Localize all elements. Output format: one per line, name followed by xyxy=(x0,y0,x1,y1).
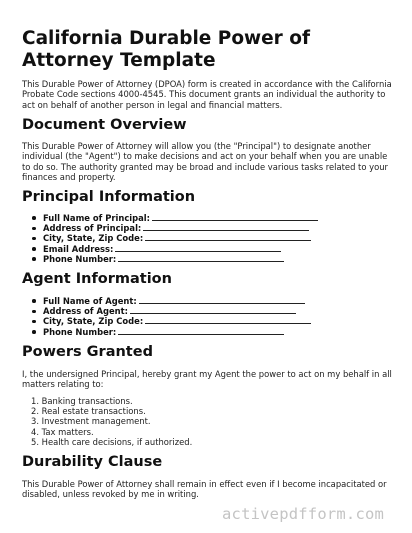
fill-in-line[interactable] xyxy=(118,254,284,262)
fill-in-line[interactable] xyxy=(145,233,311,241)
agent-city-field[interactable] xyxy=(22,316,402,326)
principal-heading: Principal Information xyxy=(22,189,196,205)
field-label: Email Address: xyxy=(43,243,114,254)
agent-phone-field[interactable] xyxy=(22,327,402,337)
fill-in-line[interactable] xyxy=(143,223,309,231)
field-label: Address of Principal: xyxy=(43,223,142,234)
list-item: 5. Health care decisions, if authorized. xyxy=(31,436,193,447)
list-item: 4. Tax matters. xyxy=(31,426,94,437)
principal-city-field[interactable] xyxy=(22,233,402,243)
field-label: City, State, Zip Code: xyxy=(43,233,144,244)
principal-name-field[interactable] xyxy=(22,213,402,223)
durability-paragraph: This Durable Power of Attorney shall remain in effect even if I become incapacitated or disabled, unless revoked by me in writing. xyxy=(22,479,387,500)
principal-fields xyxy=(22,213,402,264)
list-item: 1. Banking transactions. xyxy=(31,396,133,406)
principal-email-field[interactable] xyxy=(22,244,402,254)
powers-heading: Powers Granted xyxy=(22,344,153,360)
fill-in-line[interactable] xyxy=(115,244,281,252)
fill-in-line[interactable] xyxy=(130,306,296,314)
field-label: Full Name of Agent: xyxy=(43,296,137,306)
principal-address-field[interactable] xyxy=(22,223,402,233)
principal-phone-field[interactable] xyxy=(22,254,402,264)
field-label: City, State, Zip Code: xyxy=(43,316,144,327)
field-label: Full Name of Principal: xyxy=(43,213,151,223)
watermark-text: activepdfform.com xyxy=(222,505,385,523)
durability-heading: Durability Clause xyxy=(22,454,163,470)
powers-paragraph: I, the undersigned Principal, hereby grant my Agent the power to act on my behalf in all matters relating to: xyxy=(22,369,392,390)
agent-fields xyxy=(22,296,402,337)
field-label: Phone Number: xyxy=(43,326,117,337)
fill-in-line[interactable] xyxy=(118,327,284,335)
intro-paragraph: This Durable Power of Attorney (DPOA) form is created in accordance with the California Probate Code sections 4000-4545. This document grants an individual the authority to act on behalf of another person in legal and financial matters. xyxy=(22,79,392,110)
overview-heading: Document Overview xyxy=(22,117,187,133)
field-label: Phone Number: xyxy=(43,253,117,264)
powers-list xyxy=(22,396,322,447)
list-item: 3. Investment management. xyxy=(31,416,151,427)
list-item: 2. Real estate transactions. xyxy=(31,406,146,417)
fill-in-line[interactable] xyxy=(139,296,305,304)
agent-heading: Agent Information xyxy=(22,271,172,287)
document-title: California Durable Power of Attorney Template xyxy=(22,28,310,71)
agent-name-field[interactable] xyxy=(22,296,402,306)
fill-in-line[interactable] xyxy=(145,316,311,324)
overview-paragraph: This Durable Power of Attorney will allow you (the "Principal") to designate another individual (the "Agent") to make decisions and act on your behalf when you are unable to do so. The authority granted may be broad and include various tasks related to your finances and property. xyxy=(22,141,388,182)
agent-address-field[interactable] xyxy=(22,306,402,316)
field-label: Address of Agent: xyxy=(43,306,128,317)
fill-in-line[interactable] xyxy=(152,213,318,221)
